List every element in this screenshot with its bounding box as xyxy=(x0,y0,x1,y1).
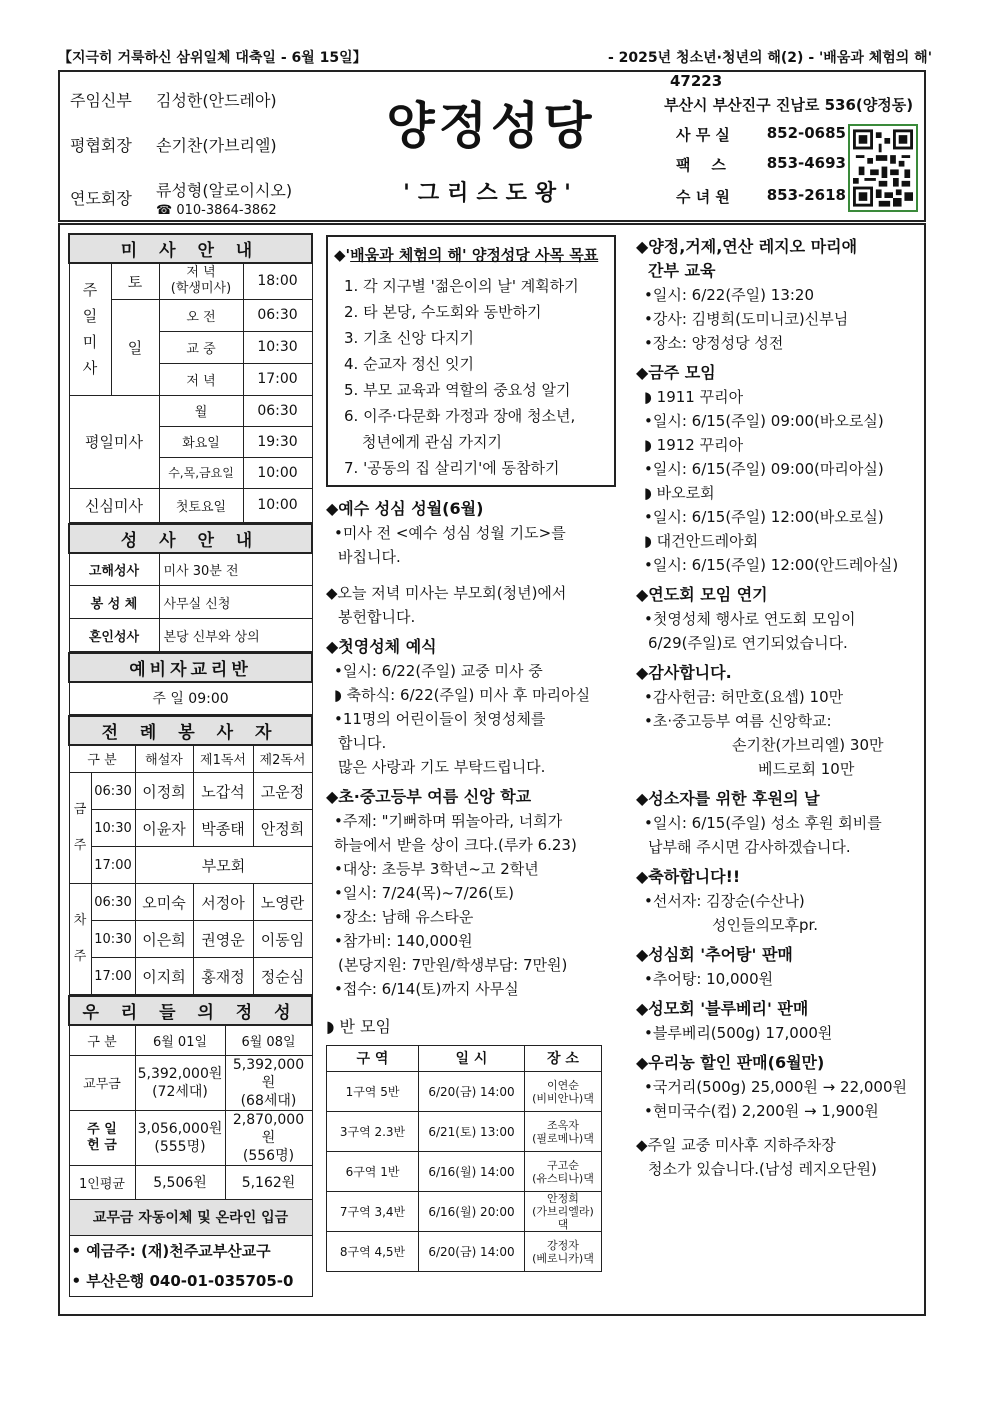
notice-tonight-mass: ◆오늘 저녁 미사는 부모회(청년)에서 봉헌합니다. xyxy=(326,584,567,626)
year-theme: - 2025년 청소년·청년의 해(2) - '배움과 체험의 해' xyxy=(608,50,932,66)
phone-number: ☎ 010-3864-3862 xyxy=(156,203,277,218)
parish-title: 양정성당 xyxy=(386,96,596,155)
zip-code: 47223 xyxy=(670,72,723,90)
table-row: 7구역 3,4반 6/16(월) 20:00 안정희 (가브리엘라)댁 xyxy=(327,1192,602,1232)
address: 부산시 부산진구 진남로 536(양정동) xyxy=(664,96,914,114)
servers-title: 전 례 봉 사 자 xyxy=(69,716,312,745)
table-row: 8구역 4,5반 6/20(금) 14:00 강정자 (베로니카)댁 xyxy=(327,1232,602,1272)
contact-office: 사 무 실 852-0685 xyxy=(676,124,846,144)
qr-code-icon[interactable] xyxy=(848,124,918,212)
notice-summer-school: ◆초·중고등부 여름 신앙 학교 •주제: "기뻐하며 뛰놀아라, 너희가 하늘에서 받을 상이 크다.(루카 6.23) •대상: 초등부 3학년~고 2학년 •일시: 7/24(목)~7/26(토) •장소: 남해 유스타운 •참가비: 140,000원 (본당지원: 7만원/학생부담: 7만원) •접수: 6/14(토)까지 사무실 xyxy=(326,787,577,998)
list-item: 3. 기초 신앙 다지기 xyxy=(344,329,475,347)
contact-convent: 수 녀 원 853-2618 xyxy=(676,186,846,206)
pastoral-goals xyxy=(326,235,616,487)
notice-congrats: ◆축하합니다!! •선서자: 김장순(수산나) 성인들의모후pr. xyxy=(636,867,819,934)
servers-table: 전 례 봉 사 자 구 분 해설자 제1독서 제2독서 금주 06:30 이정희 노갑석 고운정 10:30 이윤자 박종태 안정희 17:00 부모회 차주 06:30 오미숙 서정아 노영란 10:30 이은희 권영운 이동임 17:00 이지희 홍재정 정순심 xyxy=(68,715,313,996)
mass-table: 미 사 안 내 주일미사 토 저 녁 (학생미사) 18:00 일 오 전 06:30 교 중 10:30 저 녁 17:00 평일미사 월 06:30 화요일 19:30 수,목,금요일 10:00 신심미사 첫토요일 10:00 xyxy=(68,233,313,523)
list-item: 6. 이주·다문화 가정과 장애 청소년, xyxy=(344,407,576,425)
weekday-mass-label: 평일미사 xyxy=(69,395,159,488)
masthead xyxy=(58,70,926,222)
staff-row: 연도회장 류성형(알로이시오) ☎ 010-3864-3862 xyxy=(70,181,293,218)
staff-list xyxy=(70,84,292,219)
sacrament-table: 성 사 안 내 고해성사 미사 30분 전 봉 성 체 사무실 신청 혼인성사 본당 신부와 상의 xyxy=(68,523,313,653)
sunday-mass-label: 주일미사 xyxy=(69,263,111,395)
parish-subtitle: '그리스도왕' xyxy=(403,180,579,206)
sacrament-title: 성 사 안 내 xyxy=(69,524,312,553)
notice-first-communion: ◆첫영성체 예식 •일시: 6/22(주일) 교중 미사 중 ◗ 축하식: 6/22(주일) 미사 후 마리아실 •11명의 어린이들이 첫영성체를 합니다. 많은 사랑과 기도 부탁드립니다. xyxy=(326,637,591,776)
list-item: 7. '공동의 집 살리기'에 동참하기 xyxy=(344,459,560,477)
transfer-title: 교무금 자동이체 및 온라인 입금 xyxy=(69,1199,312,1235)
notice-parking-cleaning: ◆주일 교중 미사후 지하주차장 청소가 있습니다.(남성 레지오단원) xyxy=(636,1136,877,1178)
right-column xyxy=(636,235,926,1181)
list-item: 청년에게 관심 가지기 xyxy=(362,433,502,451)
top-banner xyxy=(58,47,932,67)
notice-chueotang: ◆성심회 '추어탕' 판매 •추어탕: 10,000원 xyxy=(636,945,793,988)
notice-thanks: ◆감사합니다. •감사헌금: 허만호(요셉) 10만 •초·중고등부 여름 신앙학교: 손기찬(가브리엘) 30만 베드로회 10만 xyxy=(636,663,884,778)
bank-account: • 예금주: (재)천주교부산교구 • 부산은행 040-01-035705-0 xyxy=(69,1235,312,1296)
catechumen-title: 예비자교리반 xyxy=(69,653,312,682)
table-row: 1구역 5반 6/20(금) 14:00 이연순 (비비안나)댁 xyxy=(327,1072,602,1112)
mass-title: 미 사 안 내 xyxy=(69,234,312,263)
notice-ban-meeting: ◗ 반 모임 구 역 일 시 장 소 1구역 5반 6/20(금) 14:00 이연순 (비비안나)댁 3구역 2.3반 6/21(토) 13:00 조옥자 (필로메나)댁 6구역 1반 6/16(월) 14:00 구고순 (유스티나)댁 7구역 3,4반 6/16(월) 20:00 안정희 (가브리엘라)댁 8구역 4,5반 6/20(금) 14:00 강정자 (베로니카)댁 xyxy=(326,1015,616,1272)
middle-column xyxy=(326,235,616,1272)
ban-table: 구 역 일 시 장 소 1구역 5반 6/20(금) 14:00 이연순 (비비안나)댁 3구역 2.3반 6/21(토) 13:00 조옥자 (필로메나)댁 6구역 1반 6/16(월) 14:00 구고순 (유스티나)댁 7구역 3,4반 6/16(월) 20:00 안정희 (가브리엘라)댁 8구역 4,5반 6/20(금) 14:00 강정자 (베로니카)댁 xyxy=(326,1045,602,1272)
notice-legio: ◆양정,거제,연산 레지오 마리애 간부 교육 •일시: 6/22(주일) 13:20 •강사: 김병희(도미니코)신부님 •장소: 양정성당 성전 xyxy=(636,237,858,352)
staff-row: 주임신부 김성한(안드레아) xyxy=(70,91,277,110)
table-row: 6구역 1반 6/16(월) 14:00 구고순 (유스티나)댁 xyxy=(327,1152,602,1192)
next-week-label: 차주 xyxy=(69,884,91,995)
list-item: 5. 부모 교육과 역할의 중요성 알기 xyxy=(344,381,571,399)
offering-table: 우 리 들 의 정 성 구 분 6월 01일 6월 08일 교무금 5,392,000원 (72세대) 5,392,000원 (68세대) 주 일 헌 금 3,056,000원 (555명) 2,870,000원 (556명) 1인평균 5,506원 5,162원 교무금 자동이체 및 온라인 입금 • 예금주: (재)천주교부산교구 • 부산은행 040-01-035705-0 xyxy=(68,995,313,1297)
contact-fax: 팩 스 853-4693 xyxy=(676,154,846,174)
notice-weekly-meetings: ◆금주 모임 ◗ 1911 꾸리아 •일시: 6/15(주일) 09:00(바오로실) ◗ 1912 꾸리아 •일시: 6/15(주일) 09:00(마리아실) ◗ 바오로회 •일시: 6/15(주일) 12:00(바오로실) ◗ 대건안드레아회 •일시: 6/15(주일) 12:00(안드레아실) xyxy=(636,363,899,574)
goals-title: ◆'배움과 체험의 해' 양정성당 사목 목표 xyxy=(334,246,599,264)
goals-list xyxy=(334,273,606,481)
list-item: 2. 타 본당, 수도회와 동반하기 xyxy=(344,303,542,321)
this-week-label: 금주 xyxy=(69,773,91,884)
left-column xyxy=(68,233,313,1297)
bulletin-body xyxy=(58,223,926,1316)
table-row: 3구역 2.3반 6/21(토) 13:00 조옥자 (필로메나)댁 xyxy=(327,1112,602,1152)
staff-row: 평협회장 손기찬(가브리엘) xyxy=(70,136,277,155)
notice-woorinong: ◆우리농 할인 판매(6월만) •국거리(500g) 25,000원 → 22,000원 •현미국수(컵) 2,200원 → 1,900원 xyxy=(636,1053,907,1120)
notice-yeondo: ◆연도회 모임 연기 •첫영성체 행사로 연도회 모임이 6/29(주일)로 연기되었습니다. xyxy=(636,585,856,652)
list-item: 1. 각 지구별 '젊은이의 날' 계획하기 xyxy=(344,277,579,295)
feast-date: 【지극히 거룩하신 삼위일체 대축일 - 6월 15일】 xyxy=(58,50,367,66)
notice-sacred-heart: ◆예수 성심 성월(6월) •미사 전 <예수 성심 성월 기도>를 바칩니다. xyxy=(326,499,566,566)
catechumen-table: 예비자교리반 주 일 09:00 xyxy=(68,652,313,715)
list-item: 4. 순교자 정신 잇기 xyxy=(344,355,475,373)
notice-vocation: ◆성소자를 위한 후원의 날 •일시: 6/15(주일) 성소 후원 회비를 납부해 주시면 감사하겠습니다. xyxy=(636,789,882,856)
notice-blueberry: ◆성모회 '블루베리' 판매 •블루베리(500g) 17,000원 xyxy=(636,999,833,1042)
offering-title: 우 리 들 의 정 성 xyxy=(69,996,312,1025)
